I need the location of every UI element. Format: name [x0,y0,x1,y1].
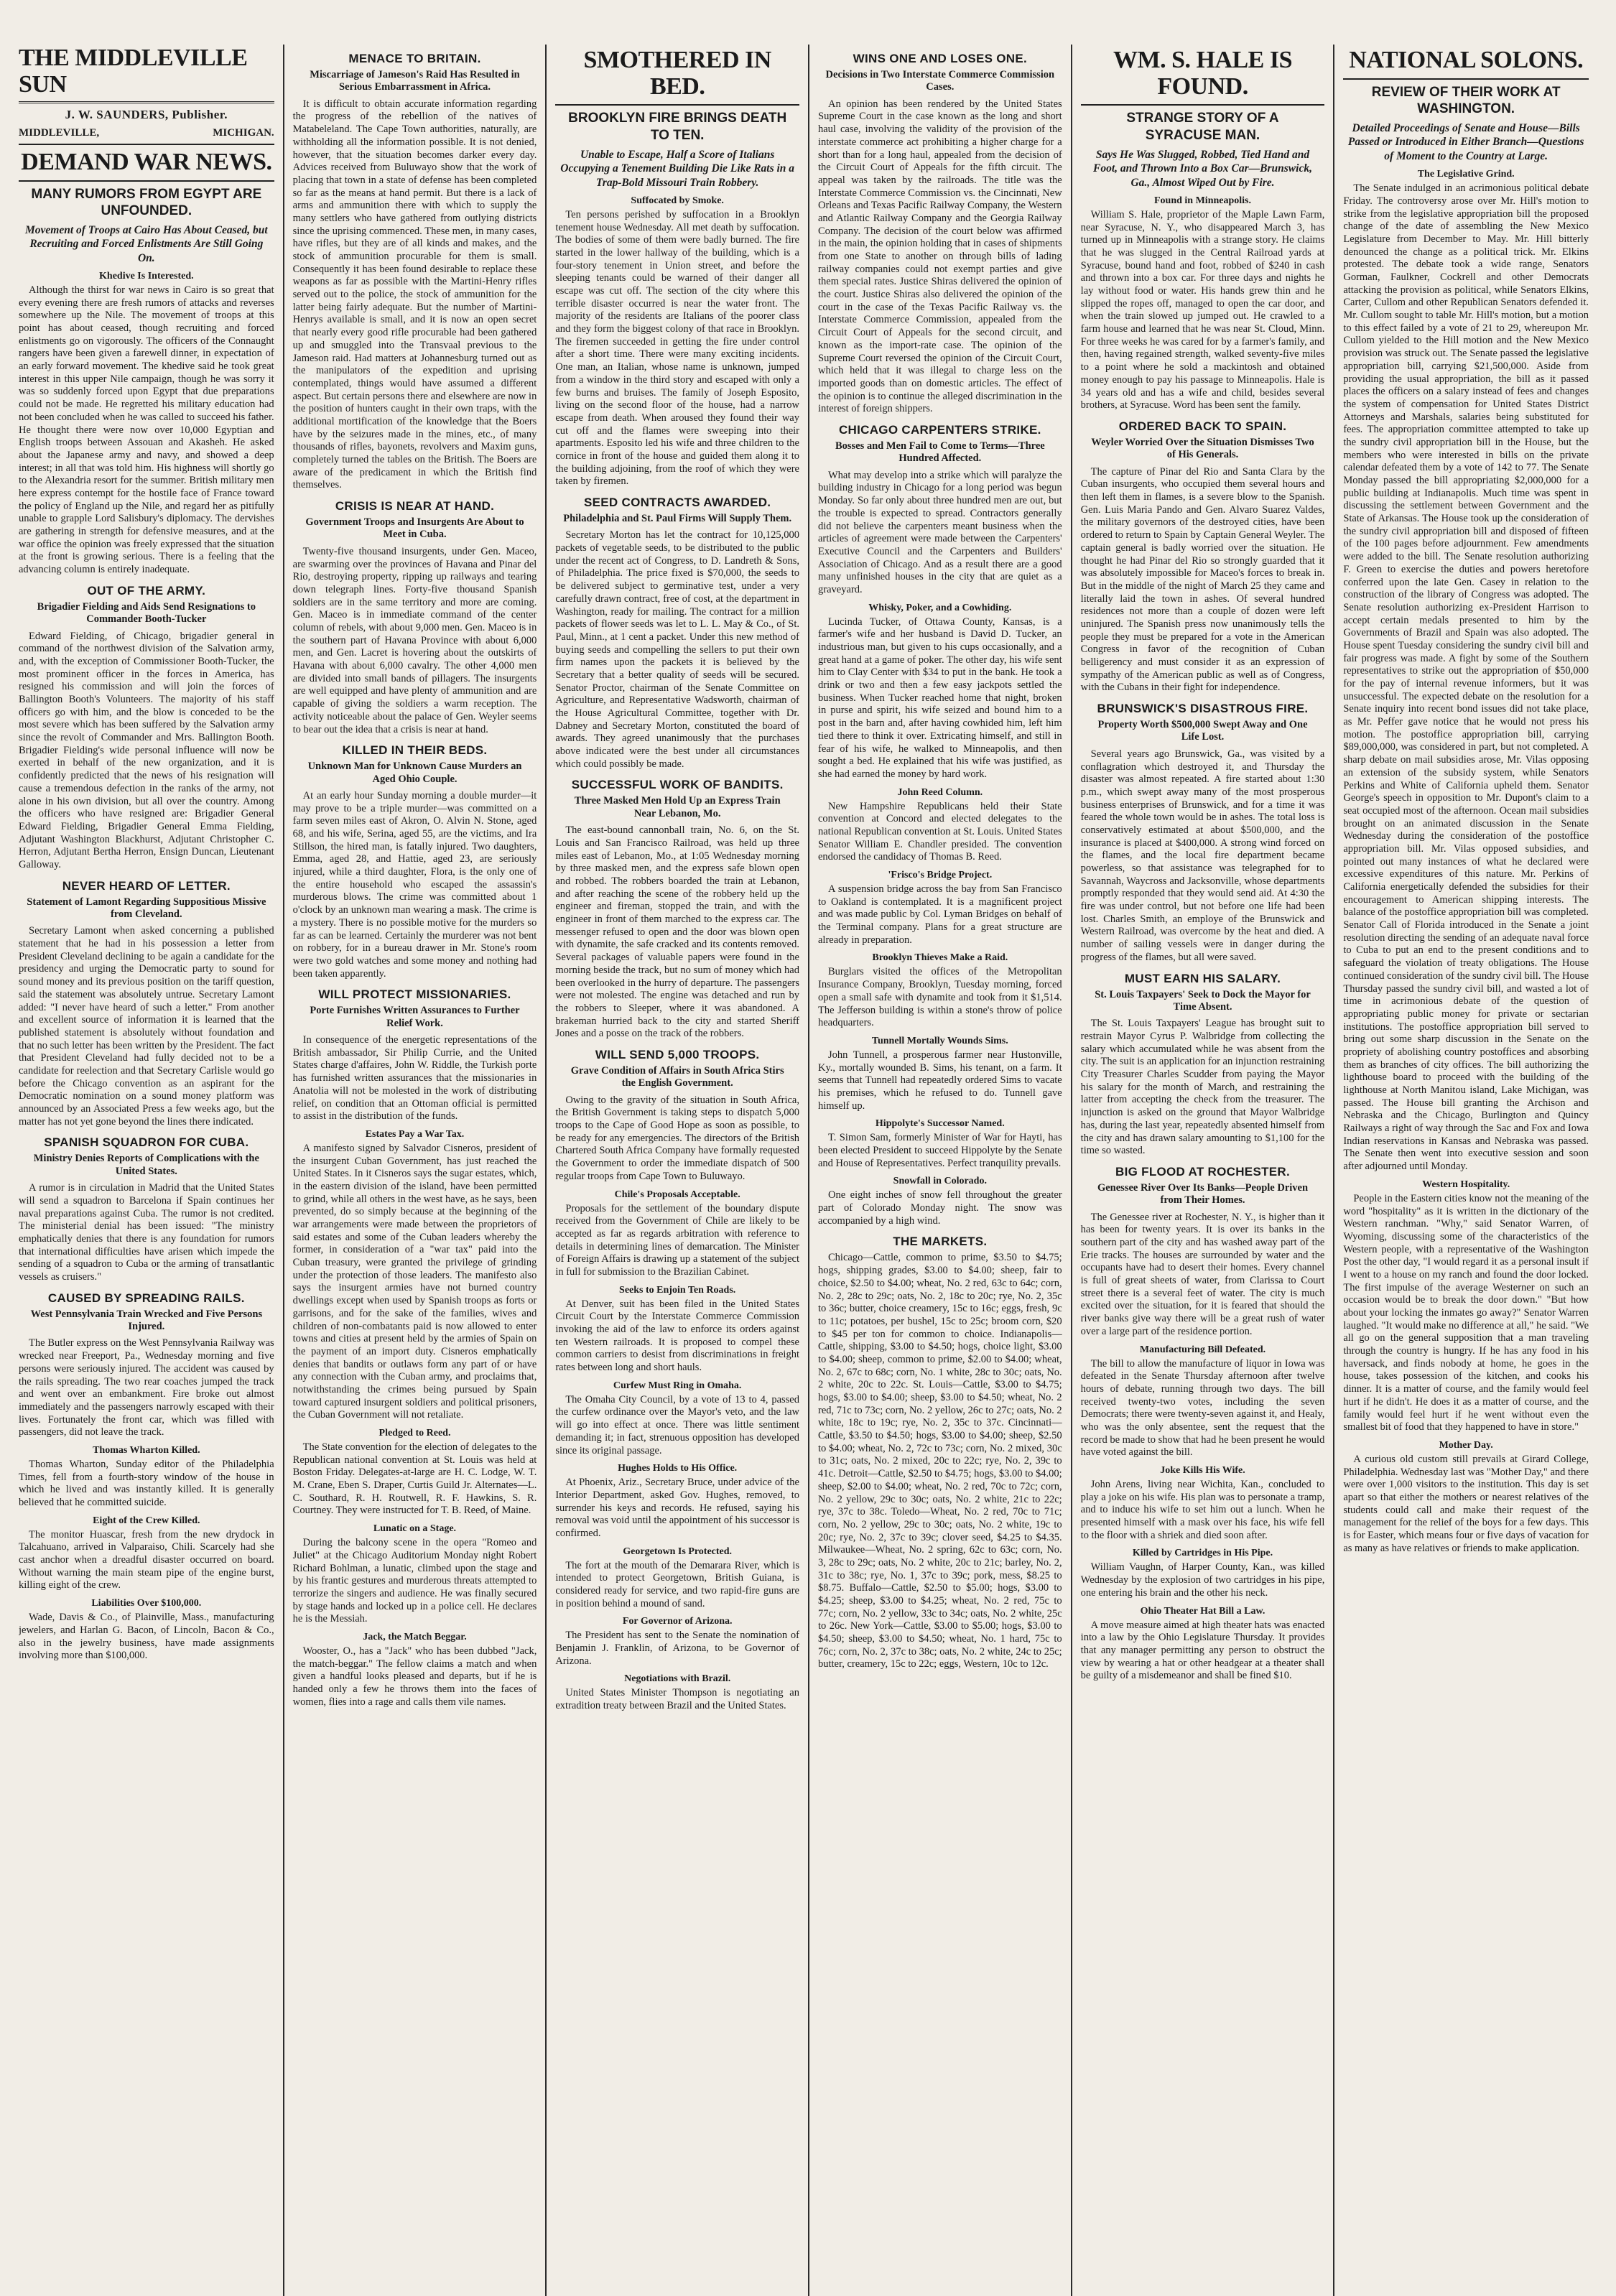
minor-head: Brooklyn Thieves Make a Raid. [872,952,1008,964]
article-head: NEVER HEARD OF LETTER. [62,878,231,893]
article-text: The State convention for the election of delegates to the Republican national convention at St. Louis was held at Boston Friday. Delegates-at-large are H. C. Lodge, W. T. M. Crane, Eben S. Draper, Curtis Guild Jr. Alternates—L. C. Southard, R. H. Routwell, R. F. Hawkins, S. R. Courtney. They were instructed for T. B. Reed, of Maine. [292,1441,537,1517]
article-text: Lucinda Tucker, of Ottawa County, Kansas, is a farmer's wife and her husband is David D. Tucker, an industrious man, but given to his cups occasionally, and a great hand at a game of poker. The other day, his wife sent him to Clay Center with $34 to put in the bank. He took a drink or two and then a few easy jackpots settled the business. When Tucker reached home that night, broken in purse and spirit, his wife seized and bound him to a post in the barn and, after having cowhided him, left him tied there to think it over. Extricating himself, and still in fear of his wife, he walked to Minneapolis, and then sought a bed. He explained that his wife was justified, as she had earned the money by hard work. [818,615,1062,780]
article-head: WILL PROTECT MISSIONARIES. [318,987,511,1002]
subheadline: REVIEW OF THEIR WORK AT WASHINGTON. [1371,84,1561,116]
article-text: United States Minister Thompson is negotiating an extradition treaty between Brazil and the United States. [555,1687,799,1712]
article-subhead: St. Louis Taxpayers' Seek to Dock the Mayor for Time Absent. [1095,988,1311,1013]
minor-head: Ohio Theater Hat Bill a Law. [1140,1605,1266,1617]
minor-head: Lunatic on a Stage. [373,1523,457,1535]
article-text: The capture of Pinar del Rio and Santa Clara by the Cuban insurgents, who occupied them several hours and then left them in flames, is a severe blow to the Spanish. Gen. Luis Maria Pando and Gen. Alvaro Suarez Valdes, the military governors of the destroyed cities, have been ordered to return to Spain by Captain General Weyler. The captain general is badly worried over the situation. He thought he had Pinar del Rio so strongly guarded that it was absolutely impossible for Maceo's forces to break in. But in the middle of the night of March 25 they came and literally laid the town in ashes. Of several hundred residences not more than a couple of dozen were left uninjured. The Spanish press now unanimously tells the people they must be prepared for a vote in the American Congress in favor of the recognition of Cuban belligerency and must consider it as an expression of sympathy of the American public as well as of Congress, with the Cubans in their fight for independence. [1080,465,1325,694]
article-head: CRISIS IS NEAR AT HAND. [335,499,495,513]
article-text: Proposals for the settlement of the boundary dispute received from the Government of Chile are likely to be accepted as far as regards arbitration with reference to details in determining lines of demarcation. The Minister of Foreign Affairs is drawing up a statement of the subject in full for submission to the Brazilian Cabinet. [555,1202,799,1278]
article-text: The President has sent to the Senate the nomination of Benjamin J. Franklin, of Arizona, to be Governor of Arizona. [555,1630,799,1667]
article-head: CHICAGO CARPENTERS STRIKE. [838,422,1041,437]
article-text: People in the Eastern cities know not the meaning of the word "hospitality" as it is written in the dictionary of the Western ranchman. "Why," said Senator Warren, of Wyoming, discussing some of the characteristics of the Western people, with a representative of the Washington Post the other day, "I would regard it as a personal insult if I went to a house on my ranch and found the door locked. The first impulse of the average Westerner on such an occasion would be to break the door down." "But how about your locking the inmates go away?" Senator Warren laughed. "It would make no difference at all," he said. "We all go on the general supposition that a man traveling through the country is hungry. If he has any food in his haversack, and finds nobody at home, he goes in the house, takes possession of the kitchen, and cooks his dinner. It is a matter of course, and the family would feel hurt if he didn't. He does it as a matter of course, and the family would feel hurt if he went without even the smallest bit of food that they happened to have in store." [1343,1192,1589,1433]
article-head: WINS ONE AND LOSES ONE. [853,52,1028,65]
minor-head: The Legislative Grind. [1417,169,1515,180]
article-subhead: Grave Condition of Affairs in South Africa Stirs the English Government. [570,1064,784,1089]
article-text: A move measure aimed at high theater hats was enacted into a law by the Ohio Legislature Thursday. It provides that any manager permitting any person to obstruct the view by wearing a hat or other headgear at a theater shall be guilty of a misdemeanor and shall be fined $10. [1080,1619,1325,1682]
minor-head: Hughes Holds to His Office. [618,1463,738,1474]
deck: Movement of Troops at Cairo Has About Ceased, but Recruiting and Forced Enlistments Are Still Going On. [24,223,268,264]
article-text: Secretary Morton has let the contract for 10,125,000 packets of vegetable seeds, to be distributed to the public under the recent act of Congress, to D. Landreth & Sons, of Philadelphia. The price fixed is $70,000, the seeds to be delivered subject to germinative test, under a very carefully drawn contract, free of cost, at the department in Washington, ready for mailing. The contract for a million packets of flower seeds was let to L. L. May & Co., of St. Paul, Minn., at 1 cent a packet. Under this new method of buying seeds and compelling the sellers to put their own firm names upon the packets it is believed by the Secretary that a better quality of seeds will be secured. Senator Proctor, chairman of the Senate Committee on Agriculture, and Representative Wadsworth, chairman of the House Agricultural Committee, together with Dr. Dabney and Secretary Morton, constituted the board of awards. They agreed unanimously that the purchases above indicated were the best under all circumstances which could possibly be made. [555,529,799,770]
minor-head: Liabilities Over $100,000. [91,1598,202,1609]
subheadline: STRANGE STORY OF A SYRACUSE MAN. [1126,111,1279,143]
minor-head: Curfew Must Ring in Omaha. [613,1380,742,1391]
minor-head: Khedive Is Interested. [99,270,194,282]
article-head: CAUSED BY SPREADING RAILS. [47,1291,245,1305]
column-5 [1072,45,1335,2296]
article-subhead: Miscarriage of Jameson's Raid Has Resulted in Serious Embarrassment in Africa. [310,69,520,93]
article-text: The Senate indulged in an acrimonious political debate Friday. The controversy arose over Mr. Hill's motion to strike from the legislative appropriation bill the proposed change of the date of assembling the New Mexico Legislature from December to May. Mr. Hill bitterly denounced the change as a political trick. Mr. Elkins protested. The debate took a wide range, Senators Gorman, Faulkner, Cockrell and other Democrats attacking the provision as political, while Senators Elkins, Carter, Cullom and other Republican Senators defended it. Mr. Cullom sought to table Mr. Hill's motion, but a motion to this effect failed by a vote of 21 to 29, whereupon Mr. Cullom yielded to the Hill motion and the New Mexico provision was struck out. The Senate passed the legislative appropriation bill, carrying $21,500,000. Aside from providing the usual appropriation, the bill as it passed places the officers on a salary instead of fees and changes the system of compensation for United States District Attorneys and Marshals, salaries being substituted for fees. The appropriation committee attempted to take up the sundry civil appropriation bill in the House, but the members who were interested in bills on the private calendar defeated them by a vote of 142 to 77. The Senate Monday passed the bill appropriating $2,000,000 for a public building at Indianapolis. Much time was spent in discussing the settlement between Government and the State of Arkansas. The House took up the consideration of the sundry civil appropriation bill and disposed of fifteen of the 100 pages before adjournment. Few amendments were added to the bill. The Senate resolution authorizing F. Green to exercise the duties and powers heretofore conferred upon the late Gen. Casey in relation to the construction of the library of Congress was adopted. The Senate resolution authorizing ex-President Harrison to accept certain medals presented to him by the Governments of Brazil and Spain was also adopted. The House spent Tuesday considering the sundry civil bill and fair progress was made. A fight by some of the Southern representatives to strike out the appropriation of $50,000 for the pay of internal revenue informers, but it was unsuccessful. The expected debate on the resolution for a Senate inquiry into recent bond issues did not take place, as Mr. Peffer gave notice that he would not press his motion. The postoffice appropriation bill, carrying $89,000,000, was considered in part, but not completed. A sharp debate on mail subsidies arose, Mr. Vilas opposing an extension of the subsidy system, while Senators Perkins and White of California upheld them. Senator George's speech in opposition to Mr. Dupont's claim to a seat occupied most of the afternoon. Ocean mail subsidies brought on an animated discussion in the Senate Wednesday during the consideration of the postoffice appropriation bill. Mr. Vilas opposed subsidies, and pointed out many instances of what he declared were excessive expenditures of this nature. Mr. Perkins of California energetically defended the subsidies for their encouragement to American shipping interests. The balance of the postoffice appropriation bill was completed. Senator Call of Florida introduced in the Senate a joint resolution directing the sending of an adequate naval force to Cuba to put an end to the present conditions and to safeguard the violation of treaty obligations. The House continued consideration of the sundry civil bill. The House Thursday passed the sundry civil bill, and wasted a lot of time in acrimonious debate of the question of appropriating public money for private or sectarian institutions. The postoffice appropriation bill served to bring out some sharp discussion in the Senate on the propriety of abolishing country postoffices and absorbing them as branches of city offices. The bill authorizing the lighthouse board to proceed with the building of the lighthouse at North Manitou island, Lake Michigan, was passed. The House bill granting the Archison and Nebraska and the Chicago, Burlington and Quincy Railways a right of way through the Sac and Fox and Iowa Indian reservations in Kansas and Nebraska was passed. The Senate then went into executive session and soon after adjourned until Monday. [1343,182,1589,1173]
minor-head: For Governor of Arizona. [622,1616,733,1627]
article-subhead: Brigadier Fielding and Aids Send Resignations to Commander Booth-Tucker [37,600,256,626]
deck: Says He Was Slugged, Robbed, Tied Hand and Foot, and Thrown Into a Box Car—Brunswick, Ga., Almost Wiped Out by Fire. [1093,148,1312,189]
article-subhead: Philadelphia and St. Paul Firms Will Supply Them. [563,513,792,525]
minor-head: Suffocated by Smoke. [631,195,724,206]
article-text: At an early hour Sunday morning a double murder—it may prove to be a triple murder—was committed on a farm seven miles east of Akron, O. Alvin N. Stone, aged 68, and his wife, Serina, aged 55, are the victims, and Ira Stillson, the hired man, is fatally injured. Two daughters, Emma, aged 28, and Hattie, aged 23, are seriously injured, while a third daughter, Flora, is the only one of the entire household who escaped the assassin's murderous blows. The crime was committed about 1 o'clock by an unknown man wearing a mask. The crime is a mystery. There is no possible motive for the murders so far as can be learned. Certainly the murderer was not bent on robbery, for in a bureau drawer in Mr. Stone's room were two gold watches and some money and nothing had been taken apparently. [292,789,537,980]
article-text: A suspension bridge across the bay from San Francisco to Oakland is contemplated. It is a magnificent project and was made public by Col. Lyman Bridges on behalf of the Terminal company. Plans for a great structure are already in preparation. [818,883,1062,946]
article-subhead: Porte Furnishes Written Assurances to Further Relief Work. [310,1005,520,1029]
minor-head: Western Hospitality. [1422,1179,1510,1190]
headline-national-solons: NATIONAL SOLONS. [1343,47,1589,80]
article-head: SUCCESSFUL WORK OF BANDITS. [571,778,784,792]
subheadline: BROOKLYN FIRE BRINGS DEATH TO TEN. [568,111,787,143]
article-text: A curious old custom still prevails at Girard College, Philadelphia. Wednesday last was "Mother Day," and there were over 1,000 visitors to the institution. This day is set apart so that either the mothers or nearest relatives of the students could call and make their request of the management for the relief of the boys for a few days. This is for Easter, which means four or five days of vacation for as many as have relatives or friends to make application. [1343,1453,1589,1554]
article-head: WILL SEND 5,000 TROOPS. [595,1047,760,1061]
article-text: Edward Fielding, of Chicago, brigadier general in command of the northwest division of the Salvation army, and, with the exception of Commissioner Booth-Tucker, the most prominent officer in the forces in America, has resigned his commission and will join the forces of Ballington Booth's Volunteers. The majority of his staff officers go with him, and the blow is conceded to be the most severe which has been suffered by the Salvation army since the revolt of Commander and Mrs. Ballington Booth. Brigadier Fielding's wide personal influence will now be exerted in behalf of the new organization, and it is confidently predicted that the news of his resignation will cause a tremendous defection in the ranks of the army, not alone in his own division, but all over the country. Among the officers who have resigned are: Brigadier General Edward Fielding, Brigadier General Emma Fielding, Adjutant Washington Blackhurst, Adjutant Christopher C. Herron, Adjutant Bertha Herron, Ensign Duncan, Lieutenant Galloway. [19,630,274,870]
article-text: Twenty-five thousand insurgents, under Gen. Maceo, are swarming over the provinces of Havana and Pinar del Rio, destroying property, ripping up railways and tearing down telegraph lines. Forty-five thousand Spanish soldiers are in the same territory and more are coming. Gen. Maceo is in immediate command of the center column of rebels, with about 9,000 men. Gen. Maceo is in the southern part of Havana Province with about 6,000 men, and Gen. Lacret is hovering about the outskirts of Havana with about 6,000 cavalry. The other 4,000 men are divided into small bands of pillagers. The insurgents are well equipped and have plenty of ammunition and are capable of giving the soldiers a warm reception. The activity noticeable about the palace of Gen. Weyler seems to bear out the idea that a crisis is near at hand. [292,545,537,735]
article-text: At Phoenix, Ariz., Secretary Bruce, under advice of the Interior Department, asked Gov. Hughes, removed, to surrender his keys and records. He refused, saying his removal was void until the appointment of his successor is confirmed. [555,1477,799,1539]
minor-head: 'Frisco's Bridge Project. [888,870,993,880]
deck: Unable to Escape, Half a Score of Italians Occupying a Tenement Building Die Like Rats in a Trap-Bold Missouri Train Robbery. [560,148,795,189]
article-text: An opinion has been rendered by the United States Supreme Court in the case known as the long and short haul case, involving the validity of the provision of the interstate commerce act prohibiting a higher charge for a short than for a long haul, appealed from the decision of the Circuit Court of Appeals for the fifth circuit. The appeal was taken by the railroads. The title was the Interstate Commerce Commission vs. the Cincinnati, New Orleans and Texas Pacific Railway Company, the Western and Atlantic Railway Company and the Georgia Railway Company. The decision of the court below was affirmed in the main, the opinion holding that in cases of shipments from one State to another on through bills of lading railway companies could not exempt parties and give them special rates. Justice Shiras delivered the opinion of the court. Justice Shiras also delivered the opinion of the court in the case of the Texas Pacific Railway vs. the Interstate Commerce Commission, appealed from the Circuit Court of Appeals for the second circuit, and known as the import-rate case. The opinion of the Supreme Court reversed the opinion of the Circuit Court, which held that it was illegal to charge less on the imported goods than on domestic articles. The effect of the opinion is to continue the alleged discrimination in the interest of foreign shippers. [818,98,1062,415]
article-text: The east-bound cannonball train, No. 6, on the St. Louis and San Francisco Railroad, was held up three miles east of Lebanon, Mo., at 1:05 Wednesday morning by three masked men, and the express safe blown open and robbed. The robbers boarded the train at Lebanon, and after reaching the scene of the robbery held up the engineer and fireman, stopped the train, and with the engineer in front of them marched to the express car. The messenger refused to open and the door was blown open with dynamite, the safe cracked and its contents removed. Several packages of valuable papers were found in the morning beside the track, but no sum of money which had been overlooked in the hurry of departure. The passengers were not molested. The engine was detached and run by the robbers to Sleeper, where it was abandoned. A brakeman hurried back to the city and started Sheriff Jones and a posse on the track of the robbers. [555,824,799,1040]
article-text: T. Simon Sam, formerly Minister of War for Hayti, has been elected President to succeed Hippolyte by the Senate and House of Representatives. Perfect tranquility prevails. [818,1132,1062,1169]
column-3 [547,45,809,2296]
minor-head: Pledged to Reed. [379,1428,451,1439]
headline-demand-war-news: DEMAND WAR NEWS. [19,149,274,182]
article-text: The Omaha City Council, by a vote of 13 to 4, passed the curfew ordinance over the Mayor's veto, and the law will go into effect at once. There was little sentiment demanding it; in fact, strenuous opposition has developed since its original passage. [555,1393,799,1456]
article-text: The Butler express on the West Pennsylvania Railway was wrecked near Freeport, Pa., Wednesday morning and five persons were seriously injured. The accident was caused by the rails spreading. The two rear coaches jumped the track and went over an embankment. Fire broke out almost immediately and the passengers narrowly escaped with their lives. Fortunately the front car, which was filled with passengers, did not leave the track. [19,1337,274,1439]
minor-head: Estates Pay a War Tax. [365,1128,465,1140]
article-head: MUST EARN HIS SALARY. [1124,971,1281,985]
article-subhead: Bosses and Men Fail to Come to Terms—Three Hundred Affected. [835,440,1045,465]
dateline [19,125,274,145]
article-text: What may develop into a strike which will paralyze the building industry in Chicago for a long period was begun Monday. So far only about three hundred men are out, but the trouble is expected to spread. Contractors generally did not believe the carpenters meant business when the articles of agreement were made between the Carpenters' Executive Council and the Carpenters and Builders' Association of Chicago. And as a result there are a good many unfinished houses in the city that are quiet as a graveyard. [818,469,1062,595]
article-text: During the balcony scene in the opera "Romeo and Juliet" at the Chicago Auditorium Monday night Robert Richard Bohlman, a lunatic, climbed upon the stage and by his frantic gestures and murderous threats attempted to terrorize the singers and audience. He was finally secured by stage hands and locked up in a police cell. He declares he is the Messiah. [292,1537,537,1625]
article-head: BIG FLOOD AT ROCHESTER. [1115,1164,1291,1179]
minor-head: Eight of the Crew Killed. [93,1515,200,1526]
article-subhead: West Pennsylvania Train Wrecked and Five Persons Injured. [30,1308,263,1333]
column-6 [1334,45,1597,2296]
state-name: MICHIGAN. [213,126,274,139]
article-text: The bill to allow the manufacture of liquor in Iowa was defeated in the Senate Thursday afternoon after twelve hours of debate, running through two days. The bill received twenty-two votes, including the seven Democrats; there were twenty-seven against it, and Healy, who was the only absentee, sent the request that the record be made to show that had he been present he would have voted against the bill. [1080,1357,1325,1459]
column-1 [19,45,284,2296]
article-text: Ten persons perished by suffocation in a Brooklyn tenement house Wednesday. All met death by suffocation. The bodies of some of them were badly burned. The fire started in the lower hallway of the building, which is a four-story tenement in Union street, and before the sleeping tenants could be warned of their danger all escape was cut off. The section of the city where this terrible disaster occurred is near the water front. The majority of the residents are Italians of the poorer class and they form the biggest colony of that race in Brooklyn. The firemen succeeded in getting the fire under control after a short time. There were many exciting incidents. One man, an Italian, whose name is unknown, jumped from a window in the third story and escaped with only a few burns and bruises. The family of Joseph Esposito, living on the second floor of the house, had a narrow escape from death. When aroused they found their way cut off and the flames were sweeping into their apartments. Esposito led his wife and three children to the cornice in front of the house and guided them along it to the building adjoining, from the roof of which they were taken by firemen. [555,208,799,488]
markets-text: Chicago—Cattle, common to prime, $3.50 to $4.75; hogs, shipping grades, $3.00 to $4.00; sheep, fair to choice, $2.50 to $4.00; wheat, No. 2 red, 63c to 64c; corn, No. 2, 28c to 29c; oats, No. 2, 18c to 20c; rye, No. 2, 35c to 36c; butter, choice creamery, 15c to 16c; eggs, fresh, 9c to 11c; potatoes, per bushel, 15c to 25c; broom corn, $20 to $45 per ton for common to choice. Indianapolis—Cattle, shipping, $3.00 to $4.50; hogs, choice light, $3.00 to $4.00; sheep, common to prime, $2.00 to $4.00; wheat, No. 2, 67c to 68c; corn, No. 1 white, 28c to 30c; oats, No. 2 white, 20c to 22c. St. Louis—Cattle, $3.00 to $4.75; hogs, $3.00 to $4.00; sheep, $3.00 to $4.50; wheat, No. 2 red, 71c to 73c; corn, No. 2 yellow, 26c to 27c; oats, No. 2 white, 18c to 19c; rye, No. 2, 35c to 37c. Cincinnati—Cattle, $3.50 to $4.50; hogs, $3.00 to $4.00; sheep, $2.50 to $4.00; wheat, No. 2, 72c to 73c; corn, No. 2 mixed, 30c to 31c; oats, No. 2 mixed, 20c to 22c; rye, No. 2, 39c to 41c. Detroit—Cattle, $2.50 to $4.75; hogs, $3.00 to $4.00; sheep, $2.00 to $4.00; wheat, No. 2 red, 70c to 72c; corn, No. 2 yellow, 29c to 30c; oats, No. 2 white, 21c to 22c; rye, 37c to 38c. Toledo—Wheat, No. 2 red, 70c to 71c; corn, No. 2 yellow, 29c to 30c; oats, No. 2 white, 19c to 20c; rye, No. 2, 37c to 39c; clover seed, $4.25 to $4.35. Milwaukee—Wheat, No. 2 spring, 62c to 63c; corn, No. 3, 28c to 29c; oats, No. 2 white, 20c to 21c; barley, No. 2, 31c to 38c; rye, No. 1, 37c to 39c; pork, mess, $8.25 to $8.75. Buffalo—Cattle, $2.50 to $5.00; hogs, $3.00 to $4.25; sheep, $3.00 to $4.25; wheat, No. 2 red, 75c to 77c; corn, No. 2 yellow, 33c to 34c; oats, No. 2 white, 25c to 26c. New York—Cattle, $3.00 to $5.00; hogs, $3.00 to $4.50; sheep, $3.00 to $4.50; wheat, No. 1 hard, 75c to 76c; corn, No. 2, 37c to 38c; oats, No. 2 white, 24c to 25c; butter, creamery, 15c to 22c; eggs, Western, 10c to 12c. [818,1252,1062,1670]
article-subhead: Property Worth $500,000 Swept Away and One Life Lost. [1097,719,1308,743]
minor-head: Found in Minneapolis. [1154,195,1251,206]
headline-smothered-in-bed: SMOTHERED IN BED. [555,47,799,106]
markets-head: THE MARKETS. [893,1235,988,1249]
minor-head: Georgetown Is Protected. [623,1546,733,1557]
minor-head: John Reed Column. [897,786,983,798]
article-text: Wade, Davis & Co., of Plainville, Mass., manufacturing jewelers, and Harlan G. Bacon, of Lincoln, Bacon & Co., also in the jewelry business, have made assignments involving more than $100,000. [19,1612,274,1662]
masthead-title: THE MIDDLEVILLE SUN [19,45,274,103]
article-subhead: Decisions in Two Interstate Commerce Commission Cases. [825,69,1055,93]
article-subhead: Weyler Worried Over the Situation Dismisses Two of His Generals. [1091,436,1314,461]
headline-hale-found: WM. S. HALE IS FOUND. [1081,47,1325,106]
article-text: Although the thirst for war news in Cairo is so great that every evening there are fresh rumors of attacks and reverses somewhere up the Nile. The movement of troops at this point has about ceased, though recruiting and forced enlistments go on vigorously. The officers of the Connaught rangers have been given a farewell dinner, in expectation of an early forward movement. The khedive said he took great interest in this upper Nile campaign, though he was sorry it was so suddenly forced upon Egypt that due preparations could not be made. He regretted his military education had not been concluded when he was called to succeed his father. He thought there were now over 10,000 Egyptian and English troops between Assouan and Akasheh. He asked about the Japanese army and navy, and showed a deep interest; in all that was told him. His highness will shortly go to the Alexandria resort for the summer. British military men here express contempt for the hostile face of France toward the policy of England up the Nile, and regard her as pitifully unable to grapple Lord Salisbury's diplomacy. The dervishes are gathering in strength for defensive measures, and at the war office the opinion was freely expressed that the situation at the front is growing serious. There is a feeling that the advancing column is entirely inadequate. [19,284,274,576]
minor-head: Snowfall in Colorado. [893,1176,987,1187]
deck: Detailed Proceedings of Senate and House—Bills Passed or Introduced in Either Branch—Questions of Moment to the Country at Large. [1347,122,1584,162]
article-text: Burglars visited the offices of the Metropolitan Insurance Company, Brooklyn, Tuesday morning, forced open a small safe with dynamite and took from it $1,514. The Jefferson building is within a stone's throw of police headquarters. [818,966,1062,1029]
article-subhead: Unknown Man for Unknown Cause Murders an Aged Ohio Couple. [307,761,522,785]
article-text: The monitor Huascar, fresh from the new drydock in Talcahuano, arrived in Valparaiso, Chili. Scarcely had she cast anchor when a dreadful disaster occurred on board. Without warning the main steam pipe of the engine burst, killing eight of the crew. [19,1528,274,1591]
article-text: In consequence of the energetic representations of the British ambassador, Sir Philip Currie, and the United States charge d'affaires, John W. Riddle, the Turkish porte has furnished written assurances that the missionaries in Anatolia will not be molested in the work of distributing relief, on condition that an Ottoman official is permitted to assist in the distribution of the funds. [292,1034,537,1123]
article-subhead: Three Masked Men Hold Up an Express Train Near Lebanon, Mo. [574,795,781,819]
article-text: A manifesto signed by Salvador Cisneros, president of the insurgent Cuban Government, has just reached the United States. In it Cisneros says the sugar estates, which, in the eastern division of the island, have been permitted to grind, while all others in the west have, as he says, been prevented, do so simply because at the beginning of the war arrangements were made between the proprietors of said estates and some of the Cuban leaders whereby the former, in consideration of a "war tax" paid into the Cuban treasury, were granted the privilege of grinding under the protection of those leaders. The manifesto also says the insurgent armies have not burned country dwellings except when used by Spanish troops as forts or garrisons, and for the sake of the families, wives and children of non-combatants paid is now allowed to enter towns and cities at present held by the armies of Spain on the payment of an import duty. Cisneros emphatically denies that bandits or outlaws form any part of or have any connection with the Cuban army, and proclaims that, notwithstanding the crimes being pursued by Spain toward captured insurgent soldiers and political prisoners, the Cuban Government will not retaliate. [292,1142,537,1421]
article-text: The fort at the mouth of the Demarara River, which is intended to protect Georgetown, British Guiana, is considered ready for service, and two rapid-fire guns are in position behind a mound of sand. [555,1559,799,1609]
minor-head: Hippolyte's Successor Named. [875,1118,1005,1130]
article-subhead: Ministry Denies Reports of Complications with the United States. [33,1153,259,1177]
minor-head: Joke Kills His Wife. [1160,1465,1245,1477]
article-head: OUT OF THE ARMY. [87,583,206,598]
article-text: Owing to the gravity of the situation in South Africa, the British Government is taking steps to dispatch 5,000 troops to the Cape of Good Hope as soon as possible, to be ready for any emergencies. The directors of the British Chartered South Africa Company have formally requested the Government to order the immediate dispatch of 500 regular troops from Cape Town to Buluwayo. [555,1094,799,1182]
minor-head: Thomas Wharton Killed. [93,1444,200,1456]
minor-head: Negotiations with Brazil. [624,1673,731,1685]
minor-head: Chile's Proposals Acceptable. [614,1189,740,1200]
article-text: One eight inches of snow fell throughout the greater part of Colorado Monday night. The snow was accompanied by a high wind. [818,1189,1062,1227]
article-head: KILLED IN THEIR BEDS. [342,743,488,758]
minor-head: Mother Day. [1439,1439,1493,1451]
article-head: MENACE TO BRITAIN. [348,52,481,65]
article-text: William S. Hale, proprietor of the Maple Lawn Farm, near Syracuse, N. Y., who disappeared March 3, has turned up in Minneapolis with a strange story. He claims that he was slugged in the Central Railroad yards at Syracuse, bound hand and foot, robbed of $240 in cash and thrown into a box car. For three days and nights he lay without food or water. His hands grew thin and he slipped the ropes off, managed to open the car door, and when the train slowed up jumped out. He crawled to a farm house and learned that he was near St. Cloud, Minn. For three weeks he was cared for by a farmer's family, and then, having regained strength, walked seventy-five miles to a point where he sold a mackintosh and obtained money enough to pay his passage to Minneapolis. Hale is 34 years old and has a wife and child, besides several brothers, at Syracuse. Word has been sent the family. [1080,208,1325,412]
minor-head: Manufacturing Bill Defeated. [1139,1344,1266,1355]
article-text: The St. Louis Taxpayers' League has brought suit to restrain Mayor Cyrus P. Walbridge from collecting the salary which accumulated while he was absent from the city. The suit is an application for an injunction restraining City Treasurer Charles Scudder from paying the Mayor his salary for the month of March, and restraining the latter from accepting the check from the treasurer. The injunction is asked on the ground that Mayor Walbridge has, during the last year, repeatedly absented himself from the city and has drawn salary amounting to $1,100 for the time so wasted. [1080,1018,1325,1157]
minor-head: Seeks to Enjoin Ten Roads. [619,1284,736,1296]
minor-head: Whisky, Poker, and a Cowhiding. [868,602,1012,613]
article-text: Wooster, O., has a "Jack" who has been dubbed "Jack, the match-beggar." The fellow claims a match and when given a handful looks pleased and departs, but if he is handed only a few he throws them into the faces of women, flies into a rage and calls them vile names. [292,1645,537,1708]
column-2 [284,45,547,2296]
minor-head: Killed by Cartridges in His Pipe. [1132,1548,1273,1559]
article-text: A rumor is in circulation in Madrid that the United States will send a squadron to Barcelona if Spain continues her naval preparations against Cuba. The rumor is not credited. The ministerial denial has been issued: "The ministry emphatically denies that there is any foundation for rumors that international difficulties have arisen which impede the sending of a squadron to Cuba or the arming of transatlantic vessels as cruisers." [19,1182,274,1283]
article-subhead: Genessee River Over Its Banks—People Driven from Their Homes. [1097,1181,1309,1207]
article-head: SEED CONTRACTS AWARDED. [583,496,771,510]
publisher-line: J. W. SAUNDERS, Publisher. [65,107,228,121]
article-text: John Tunnell, a prosperous farmer near Hustonville, Ky., mortally wounded B. Sims, his tenant, on a farm. It seems that Tunnell had repeatedly ordered Sims to vacate his premises, which he refused to do. Tunnell gave himself up. [818,1049,1062,1112]
town-name: MIDDLEVILLE, [19,126,100,139]
article-head: ORDERED BACK TO SPAIN. [1118,419,1287,433]
article-text: The Genessee river at Rochester, N. Y., is higher than it has been for twenty years. It is over its banks in the southern part of the city and has washed away part of the Erie tracks. The houses are surrounded by water and the occupants have had to desert their homes. Every channel is full of great sheets of water, from Clarissa to Court street there is a several feet of water. The city is much excited over the situation, for it is feared that should the river banks give way there will be a great rush of water over a large part of the residence portion. [1080,1211,1325,1337]
article-head: SPANISH SQUADRON FOR CUBA. [44,1135,249,1150]
article-text: Secretary Lamont when asked concerning a published statement that he had in his possession a letter from President Cleveland declining to be again a candidate for the presidency and urging the Democratic party to sound for sound money and its previous position on the tariff question, said the statement was absolutely untrue. Secretary Lamont added: "I never have heard of such a letter." From another and excellent source of information it is learned that the published statement is absolutely without foundation and that no such letter has been written by the President. The fact that President Cleveland had fully decided not to be a candidate for reelection and that Secretary Carlisle would go before the Chicago convention as an aspirant for the Democratic nomination on a sound money platform was announced by an Associated Press a few weeks ago, but the matter has not yet gone beyond the lines there indicated. [19,925,274,1128]
article-head: BRUNSWICK'S DISASTROUS FIRE. [1097,702,1309,716]
article-text: William Vaughn, of Harper County, Kan., was killed Wednesday by the explosion of two cartridges in his pipe, one entering his brain and the other his neck. [1080,1561,1325,1599]
article-subhead: Government Troops and Insurgents Are About to Meet in Cuba. [305,516,524,541]
minor-head: Jack, the Match Beggar. [363,1631,467,1642]
article-text: It is difficult to obtain accurate information regarding the progress of the rebellion of the natives of Matabeleland. The Cape Town authorities, naturally, are withholding all the information possible. It is not denied, however, that the situation becomes darker every day. Advices received from Buluwayo show that the work of placing that town in a state of defense has been completed so far as the means at hand permit. But there is a lack of arms and ammunition there with which to supply the many settlers who have gathered from outlying districts since the uprising commenced. These men, in many cases, have rifles, but they are of all kinds and makes, and the stock of ammunition procurable for them is small. Consequently it has been found desirable to replace these weapons as far as possible with the Martini-Henry rifles served out to the police, the stock of ammunition for the latter being fairly adequate. But the number of Martini-Henrys available is small, and it is now an open secret that nearly every good rifle procurable had been gathered up and smuggled into the Transvaal previous to the Jameson raid. Had matters at Johannesburg turned out as the manipulators of the expedition and uprising contemplated, things would have assumed a different aspect. But certain persons there and elsewhere are now in the position of hunters caught in their own traps, with the additional mortification of the knowledge that the Boers have by the seizures made in the mines, etc., of many thousands of rifles, bayonets, revolvers and Maxim guns, completely turned the tables on the British. The Boers are aware of the predicament in which the British find themselves. [292,98,537,491]
article-text: John Arens, living near Wichita, Kan., concluded to play a joke on his wife. His plan was to personate a tramp, and to induce his wife to set him out a lunch. When he presented himself with a mask over his face, his wife fell to the floor with a shriek and died soon after. [1080,1479,1325,1541]
minor-head: Tunnell Mortally Wounds Sims. [871,1035,1008,1046]
article-text: Several years ago Brunswick, Ga., was visited by a conflagration which destroyed it, and Thursday the disaster was almost repeated. A fire started about 1:30 p.m., which swept away many of the most prosperous business enterprises of Brunswick, and for a time it was feared the whole town would be in ashes. The total loss is conservatively estimated at about $500,000, and the insurance is placed at $400,000. A strong wind forced on the flames, and the local fire department became powerless, so that assistance was telegraphed for to Savannah, Waycross and Jacksonville, whose departments promptly responded that they would send aid. At 4:30 the fire was under control, but not before one life had been lost. Charles Smith, an employe of the Brunswick and Western Railroad, was overcome by the heat and died. A number of sailing vessels were in danger during the progress of the flames, but all were saved. [1080,748,1325,963]
article-text: Thomas Wharton, Sunday editor of the Philadelphia Times, fell from a fourth-story window of the house in which he lived and was instantly killed. It is generally believed that he committed suicide. [19,1458,274,1509]
column-4 [809,45,1072,2296]
subheadline: MANY RUMORS FROM EGYPT ARE UNFOUNDED. [31,186,262,218]
article-text: New Hampshire Republicans held their State convention at Concord and elected delegates to the national Republican convention at St. Louis. United States Senator William E. Chandler presided. The convention endorsed the candidacy of Thomas B. Reed. [818,800,1062,863]
article-subhead: Statement of Lamont Regarding Suppositious Missive from Cleveland. [27,896,266,921]
article-text: At Denver, suit has been filed in the United States Circuit Court by the Interstate Commerce Commission invoking the aid of the law to enforce its orders against ten Western railroads. It is proposed to compel these common carriers to desist from discriminations in freight rates between long and short hauls. [555,1298,799,1374]
